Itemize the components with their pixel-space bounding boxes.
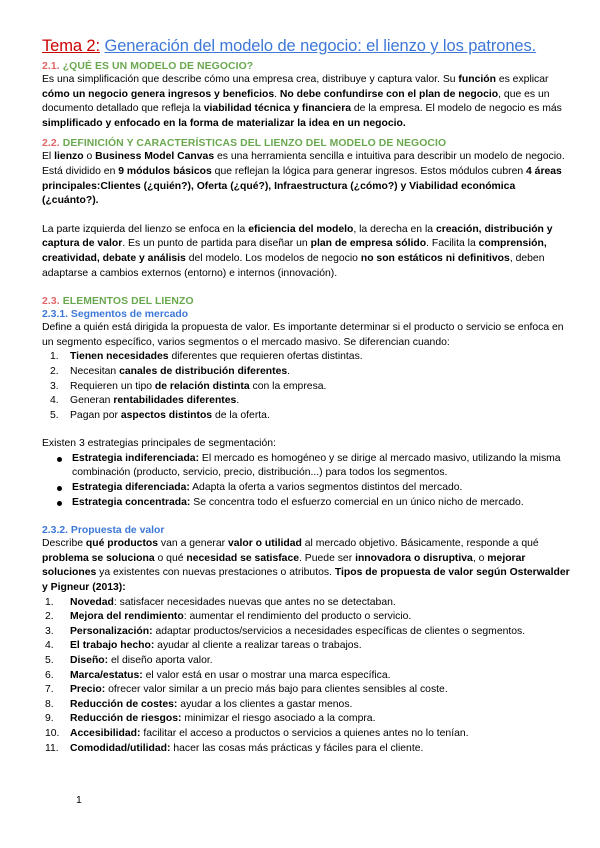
title-number: Tema 2:	[42, 37, 100, 55]
list-item: 7. Precio: ofrecer valor similar a un precio más bajo para clientes sensibles al coste.	[45, 684, 448, 696]
list-item: 3. Personalización: adaptar productos/servicios a necesidades específicas de clientes o segmentos.	[45, 625, 526, 637]
list-item: 4. Generan rentabilidades diferentes.	[50, 395, 240, 407]
list-item: Estrategia indiferenciada: El mercado es homogéneo y se dirige al mercado masivo, utilizando la misma combinación (producto, servicio, precio, distribución...) para todos los segmentos.	[42, 452, 572, 481]
list-item: 5. Diseño: el diseño aporta valor.	[45, 655, 213, 666]
section-heading-2-3-2: 2.3.2. Propuesta de valor	[42, 525, 165, 537]
list-item: 1. Novedad: satisfacer necesidades nuevas que antes no se detectaban.	[45, 596, 396, 608]
paragraph: El lienzo o Business Model Canvas es una herramienta sencilla e intuitiva para describir un modelo de negocio. Está dividido en 9 módulos básicos que reflejan la lógica para generar ingresos. Estos módulos cubren 4 áreas principales:Clientes (¿quién?), Oferta (¿qué?), Infraestructura (¿cómo?) y Viabilidad económica (¿cuánto?).	[42, 151, 565, 207]
bullet-icon	[57, 486, 62, 491]
page-title	[42, 36, 572, 56]
list-item: 1. Tienen necesidades diferentes que requieren ofertas distintas.	[50, 351, 363, 363]
section-heading-2-1: 2.1. ¿QUÉ ES UN MODELO DE NEGOCIO?	[42, 61, 254, 72]
numbered-list	[42, 350, 572, 423]
list-item: 2. Necesitan canales de distribución diferentes.	[50, 365, 291, 377]
section-heading-2-3-1: 2.3.1. Segmentos de mercado	[42, 309, 189, 321]
bullet-list	[42, 452, 572, 510]
paragraph: Describe qué productos van a generar valor o utilidad al mercado objetivo. Básicamente, responde a qué problema se soluciona o qué necesidad se satisface. Puede ser innovadora o disruptiva, o mejorar soluciones ya existentes con nuevas prestaciones o atributos. Tipos de propuesta de valor según Osterwalder y Pigneur (2013):	[42, 538, 570, 594]
bullet-icon	[57, 457, 62, 462]
paragraph: Es una simplificación que describe cómo una empresa crea, distribuye y captura valor. Su función es explicar cómo un negocio genera ingresos y beneficios. No debe confundirse con el plan de negocio, que es un documento detallado que refleja la viabilidad técnica y financiera de la empresa. El modelo de negocio es más simplificado y enfocado en la forma de materializar la idea en un negocio.	[42, 74, 562, 129]
paragraph: Existen 3 estrategias principales de segmentación:	[42, 438, 276, 450]
list-item: 8. Reducción de costes: ayudar a los clientes a gastar menos.	[45, 698, 353, 710]
section-heading-2-3: 2.3. ELEMENTOS DEL LIENZO	[42, 296, 194, 308]
list-item: 4. El trabajo hecho: ayudar al cliente a realizar tareas o trabajos.	[45, 640, 362, 652]
list-item: 2. Mejora del rendimiento: aumentar el rendimiento del producto o servicio.	[45, 611, 412, 623]
page-number: 1	[76, 795, 82, 806]
bullet-icon	[57, 501, 62, 506]
numbered-list	[42, 596, 572, 757]
list-item: Estrategia diferenciada: Adapta la oferta a varios segmentos distintos del mercado.	[42, 481, 572, 496]
paragraph: La parte izquierda del lienzo se enfoca en la eficiencia del modelo, la derecha en la creación, distribución y captura de valor. Es un punto de partida para diseñar un plan de empresa sólido. Facilita la comprensión, creatividad, debate y análisis del modelo. Los modelos de negocio no son estáticos ni definitivos, deben adaptarse a cambios externos (entorno) e internos (innovación).	[42, 223, 553, 279]
title-text: Generación del modelo de negocio: el lienzo y los patrones.	[104, 37, 537, 55]
paragraph: Define a quién está dirigida la propuesta de valor. Es importante determinar si el producto o servicio se enfoca en un segmento específico, varios segmentos o el mercado masivo. Se diferencian cuando:	[42, 322, 564, 348]
list-item: 6. Marca/estatus: el valor está en usar o mostrar una marca específica.	[45, 669, 391, 681]
list-item: 10. Accesibilidad: facilitar el acceso a productos o servicios a quienes antes no lo tenían.	[45, 727, 469, 739]
list-item: 9. Reducción de riesgos: minimizar el riesgo asociado a la compra.	[45, 713, 376, 725]
section-heading-2-2: 2.2. DEFINICIÓN Y CARACTERÍSTICAS DEL LIENZO DEL MODELO DE NEGOCIO	[42, 138, 447, 150]
document-page	[42, 36, 572, 756]
list-item: 5. Pagan por aspectos distintos de la oferta.	[50, 409, 270, 421]
list-item: Estrategia concentrada: Se concentra todo el esfuerzo comercial en un único nicho de mercado.	[42, 496, 572, 511]
list-item: 11. Comodidad/utilidad: hacer las cosas más prácticas y fáciles para el cliente.	[45, 742, 424, 754]
list-item: 3. Requieren un tipo de relación distinta con la empresa.	[50, 380, 327, 392]
